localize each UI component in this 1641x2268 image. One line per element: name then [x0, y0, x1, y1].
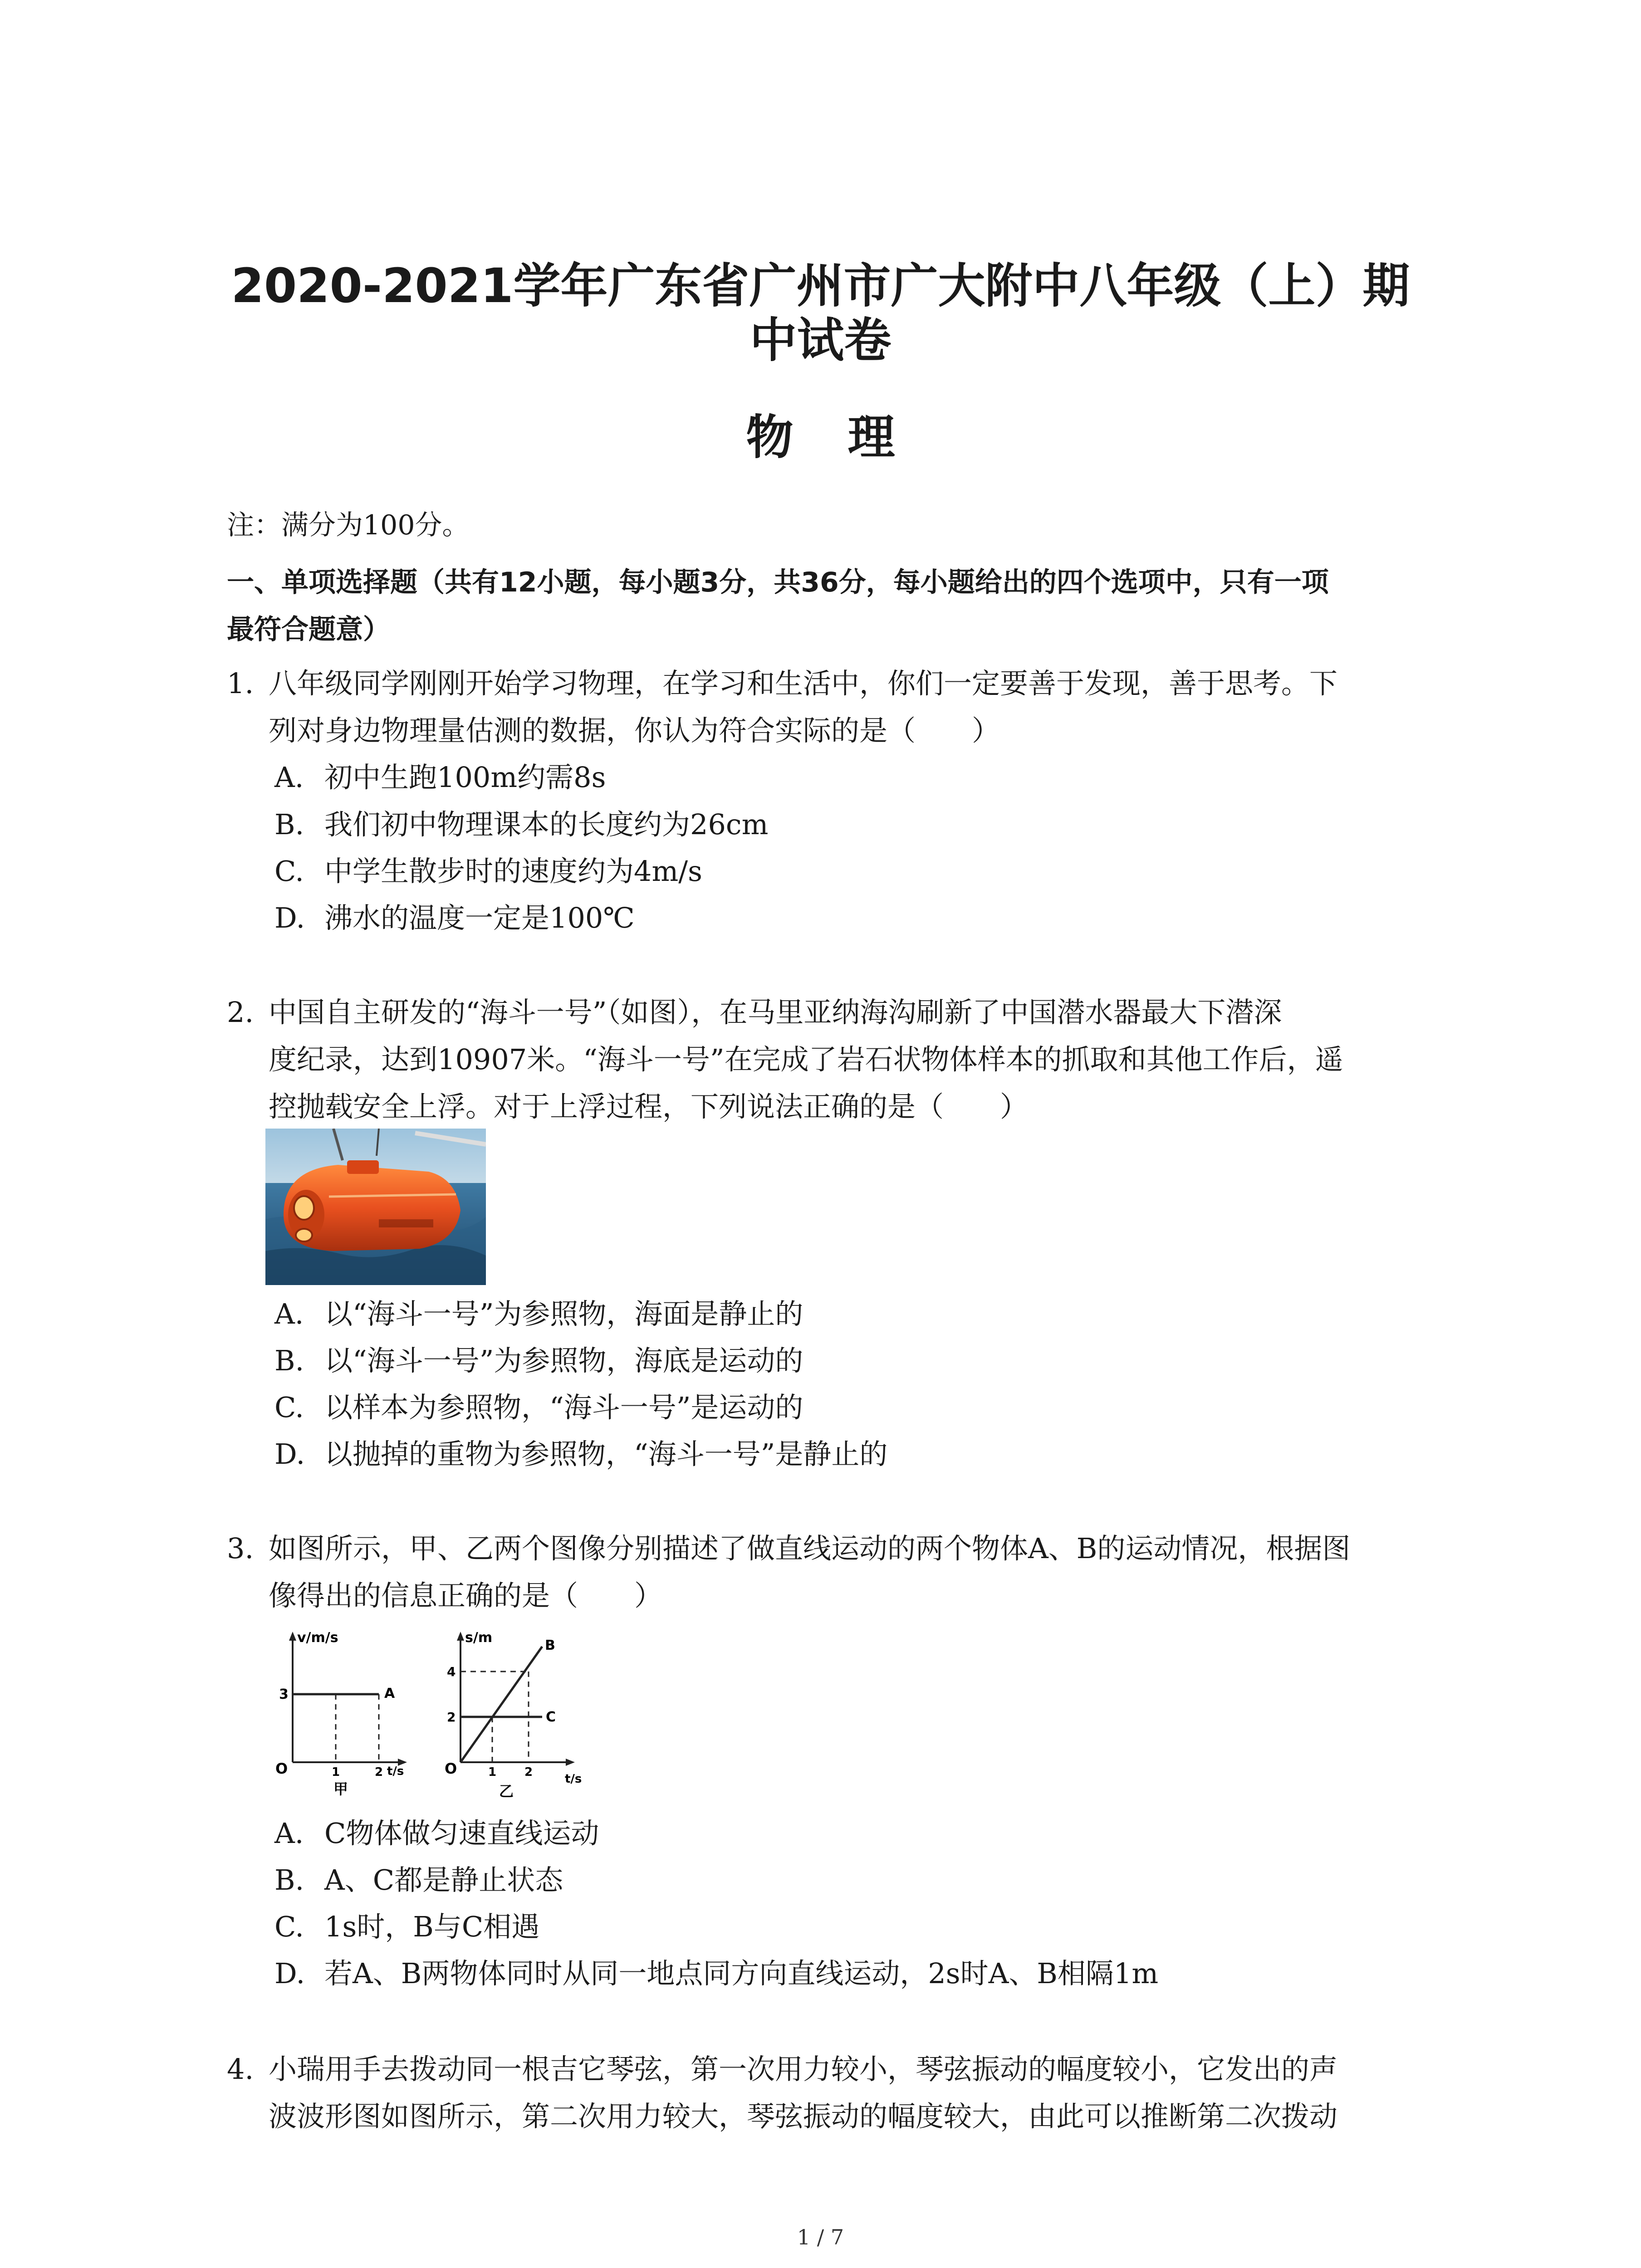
- question-stem-line: 控抛载安全上浮。对于上浮过程，下列说法正确的是（ ）: [269, 1090, 1029, 1123]
- option-label: C.: [274, 855, 304, 888]
- x-tick-label: 2: [524, 1765, 533, 1779]
- option-label: A.: [274, 1297, 304, 1330]
- question-stem-line: 中国自主研发的“海斗一号”（如图），在马里亚纳海沟刷新了中国潜水器最大下潜深: [269, 996, 1282, 1029]
- option-text: C物体做匀速直线运动: [324, 1817, 599, 1850]
- option-text: 中学生散步时的速度约为4m/s: [324, 855, 702, 888]
- question-2: [227, 989, 1452, 1130]
- option-text: 以“海斗一号”为参照物，海面是静止的: [324, 1297, 803, 1330]
- q3-option-a: [274, 1810, 599, 1857]
- graph-caption: 甲: [333, 1780, 348, 1798]
- option-text: A、C都是静止状态: [324, 1863, 563, 1897]
- q2-option-d: [274, 1431, 887, 1478]
- page-number: 1 / 7: [797, 2225, 844, 2249]
- option-label: C.: [274, 1391, 304, 1424]
- x-axis-label: t/s: [387, 1765, 404, 1778]
- x-tick-label: 2: [375, 1765, 383, 1779]
- y-axis-arrow-icon: [457, 1632, 464, 1641]
- question-stem-line: 波波形图如图所示，第二次用力较大，琴弦振动的幅度较大，由此可以推断第二次拨动: [269, 2100, 1338, 2133]
- motion-graphs-svg: [265, 1626, 610, 1799]
- origin-label: O: [275, 1760, 288, 1777]
- option-label: B.: [274, 808, 304, 841]
- question-3: [227, 1525, 1452, 1619]
- y-axis-arrow-icon: [289, 1632, 296, 1641]
- option-text: 以抛掉的重物为参照物，“海斗一号”是静止的: [324, 1437, 888, 1471]
- question-stem-line: 八年级同学刚刚开始学习物理，在学习和生活中，你们一定要善于发现，善于思考。下: [269, 667, 1338, 700]
- graph-caption: 乙: [499, 1783, 514, 1799]
- y-tick-label: 2: [447, 1710, 456, 1725]
- y-tick-label: 3: [279, 1686, 289, 1702]
- y-tick-label: 4: [447, 1664, 456, 1679]
- option-text: 以样本为参照物，“海斗一号”是运动的: [324, 1391, 803, 1424]
- option-text: 若A、B两物体同时从同一地点同方向直线运动，2s时A、B相隔1m: [324, 1957, 1159, 1990]
- motion-graphs: [265, 1626, 610, 1799]
- option-text: 沸水的温度一定是100℃: [324, 901, 635, 934]
- question-4: [227, 2046, 1452, 2140]
- option-label: B.: [274, 1344, 304, 1377]
- option-label: D.: [274, 1437, 305, 1471]
- y-axis-label: v/m/s: [297, 1630, 338, 1646]
- origin-label: O: [445, 1760, 457, 1777]
- x-axis-arrow-icon: [566, 1759, 575, 1766]
- option-label: B.: [274, 1863, 304, 1897]
- option-text: 我们初中物理课本的长度约为26cm: [324, 808, 769, 841]
- q2-option-b: [274, 1337, 803, 1384]
- section-heading-line2: 最符合题意）: [227, 614, 390, 645]
- option-text: 初中生跑100m约需8s: [324, 761, 606, 794]
- graph-jia: [275, 1630, 407, 1798]
- q2-option-c: [274, 1384, 803, 1431]
- section-heading-line1: 一、单项选择题（共有12小题，每小题3分，共36分，每小题给出的四个选项中，只有一项: [227, 567, 1329, 598]
- question-stem-line: 小瑞用手去拨动同一根吉它琴弦，第一次用力较小，琴弦振动的幅度较小，它发出的声: [269, 2053, 1338, 2086]
- x-tick-label: 1: [488, 1765, 497, 1779]
- option-label: D.: [274, 901, 305, 934]
- option-text: 以“海斗一号”为参照物，海底是运动的: [324, 1344, 803, 1377]
- question-number: 1.: [227, 667, 254, 700]
- option-label: D.: [274, 1957, 305, 1990]
- x-tick-label: 1: [332, 1765, 340, 1779]
- q1-option-b: [274, 801, 768, 848]
- question-number: 3.: [227, 1532, 254, 1565]
- q1-option-a: [274, 754, 606, 801]
- q2-option-a: [274, 1290, 803, 1338]
- question-number: 4.: [227, 2053, 254, 2086]
- question-1: [227, 660, 1452, 754]
- option-text: 1s时，B与C相遇: [324, 1910, 540, 1943]
- score-note: 注：满分为100分。: [227, 509, 470, 541]
- option-label: A.: [274, 1817, 304, 1850]
- q3-option-b: [274, 1857, 563, 1904]
- q1-option-d: [274, 894, 635, 942]
- exam-title-line1: 2020-2021学年广东省广州市广大附中八年级（上）期: [231, 258, 1410, 313]
- q1-option-c: [274, 848, 702, 895]
- q3-option-c: [274, 1903, 539, 1950]
- graph-yi: [445, 1630, 582, 1799]
- option-label: A.: [274, 761, 304, 794]
- series-label: A: [384, 1686, 395, 1701]
- subject-heading: 物理: [746, 410, 950, 465]
- exam-title-line2: 中试卷: [749, 313, 892, 368]
- option-label: C.: [274, 1910, 304, 1943]
- series-label-c: C: [546, 1709, 556, 1725]
- submarine-photo: [265, 1129, 486, 1285]
- q3-option-d: [274, 1950, 1158, 1997]
- series-label-b: B: [545, 1637, 555, 1653]
- question-stem-line: 像得出的信息正确的是（ ）: [269, 1579, 663, 1612]
- y-axis-label: s/m: [465, 1630, 493, 1646]
- question-stem-line: 列对身边物理量估测的数据，你认为符合实际的是（ ）: [269, 714, 1000, 747]
- series-line-b: [460, 1647, 542, 1762]
- x-axis-label: t/s: [565, 1772, 582, 1786]
- question-number: 2.: [227, 996, 254, 1029]
- submarine-illustration: [265, 1129, 486, 1285]
- question-stem-line: 如图所示，甲、乙两个图像分别描述了做直线运动的两个物体A、B的运动情况，根据图: [269, 1532, 1351, 1565]
- question-stem-line: 度纪录，达到10907米。“海斗一号”在完成了岩石状物体样本的抓取和其他工作后，遥: [269, 1043, 1343, 1076]
